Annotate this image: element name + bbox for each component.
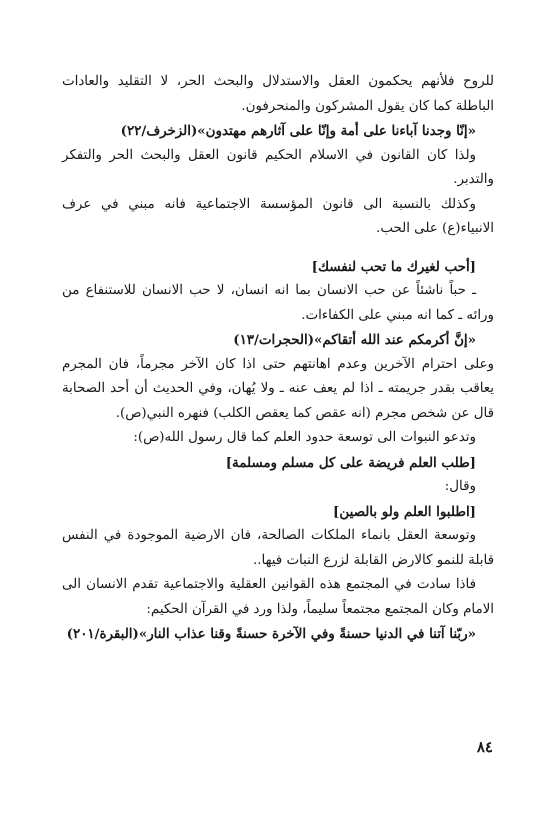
hadith-quote: [اطلبوا العلم ولو بالصين] bbox=[333, 503, 476, 520]
paragraph: وعلى احترام الآخرين وعدم اهانتهم حتى اذا كان الآخر مجرماً، فان المجرم يعاقب بقدر جريمته ـ اذا لم يعف عنه ـ ولا يُهان، وفي الحديث أن أحد الصحابة قال عن شخص مجرم (انه عقص كما يعقص الكلب) فنهره النبي(ص). bbox=[62, 356, 494, 421]
paragraph: وكذلك بالنسبة الى قانون المؤسسة الاجتماعية فانه مبني في عرف الانبياء(ع) على الحب. bbox=[62, 196, 494, 236]
page-body bbox=[62, 70, 494, 647]
hadith-quote: [طلب العلم فريضة على كل مسلم ومسلمة] bbox=[225, 454, 476, 471]
hadith-quote: [أحب لغيرك ما تحب لنفسك] bbox=[311, 258, 476, 275]
paragraph: وتدعو النبوات الى توسعة حدود العلم كما قال رسول الله(ص): bbox=[133, 430, 476, 445]
paragraph: وتوسعة العقل بانماء الملكات الصالحة، فان الارضية الموجودة في النفس قابلة للنمو كالارض القابلة لزرع النبات فيها.. bbox=[62, 528, 494, 568]
quran-quote: «إنّا وجدنا آباءنا على أمة وإنّا على آثارهم مهتدون»(الزخرف/٢٢) bbox=[120, 123, 476, 139]
paragraph: للروح فلأنهم يحكمون العقل والاستدلال والبحث الحر، لا التقليد والعادات الباطلة كما كان يقول المشركون والمنحرفون. bbox=[62, 74, 494, 114]
quran-quote: «إنَّ أكرمكم عند الله أتقاكم»(الحجرات/١٣) bbox=[233, 332, 476, 348]
paragraph: فاذا سادت في المجتمع هذه القوانين العقلية والاجتماعية تقدم الانسان الى الامام وكان المجتمع مجتمعاً سليماً، ولذا ورد في القرآن الحكيم: bbox=[62, 577, 494, 617]
paragraph: ـ حباً ناشئاً عن حب الانسان بما انه انسان، لا حب الانسان للاستنفاع من ورائه ـ كما انه مبني على الكفاءات. bbox=[62, 283, 494, 323]
paragraph: وقال: bbox=[444, 479, 476, 494]
paragraph: ولذا كان القانون في الاسلام الحكيم قانون العقل والبحث الحر والتفكر والتدبر. bbox=[62, 147, 494, 187]
spacer bbox=[62, 242, 494, 255]
page-number: ٨٤ bbox=[476, 738, 493, 756]
quran-quote: «ربّنا آتنا في الدنيا حسنةً وفي الآخرة حسنةً وقنا عذاب النار»(البقرة/٢٠١) bbox=[66, 626, 476, 642]
